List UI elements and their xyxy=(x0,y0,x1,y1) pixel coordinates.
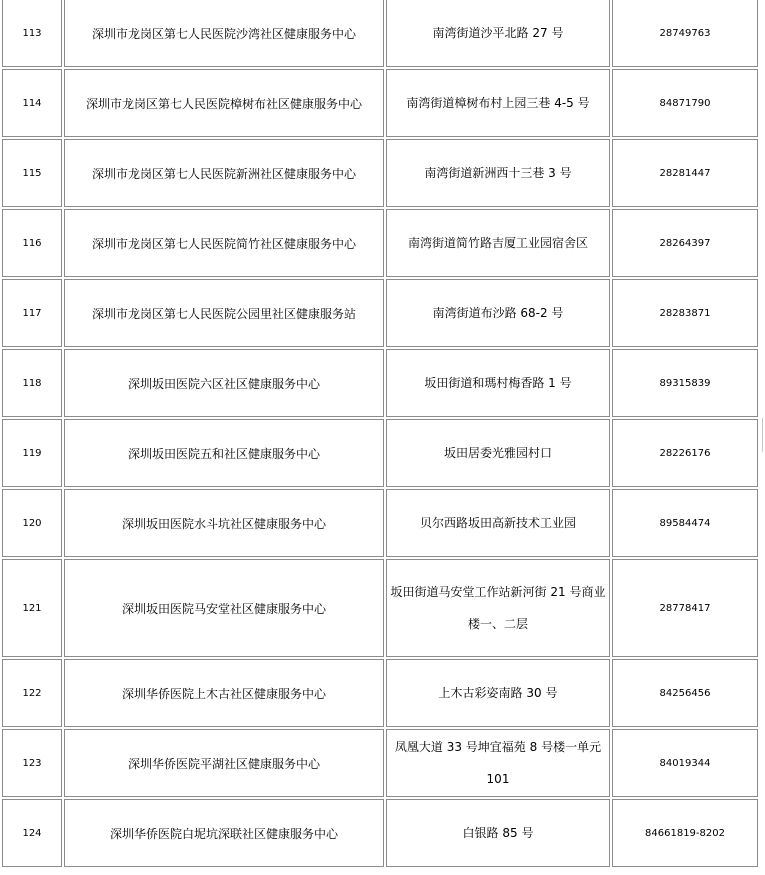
center-name: 深圳华侨医院上木古社区健康服务中心 xyxy=(64,659,384,727)
center-name: 深圳市龙岗区第七人民医院简竹社区健康服务中心 xyxy=(64,209,384,277)
center-phone: 89584474 xyxy=(612,489,758,557)
center-phone: 84256456 xyxy=(612,659,758,727)
center-name: 深圳华侨医院白坭坑深联社区健康服务中心 xyxy=(64,799,384,867)
table-row xyxy=(2,69,758,137)
table-row xyxy=(2,729,758,797)
center-phone: 28281447 xyxy=(612,139,758,207)
row-number: 122 xyxy=(2,659,62,727)
center-name: 深圳坂田医院马安堂社区健康服务中心 xyxy=(64,559,384,657)
center-address: 凤凰大道 33 号坤宜福苑 8 号楼一单元 101 xyxy=(386,729,610,797)
table-row xyxy=(2,489,758,557)
center-name: 深圳市龙岗区第七人民医院樟树布社区健康服务中心 xyxy=(64,69,384,137)
center-address: 南湾街道新洲西十三巷 3 号 xyxy=(386,139,610,207)
center-address: 南湾街道樟树布村上园三巷 4-5 号 xyxy=(386,69,610,137)
center-phone: 84871790 xyxy=(612,69,758,137)
table-row xyxy=(2,209,758,277)
center-name: 深圳坂田医院六区社区健康服务中心 xyxy=(64,349,384,417)
row-number: 118 xyxy=(2,349,62,417)
center-address: 坂田居委光雅园村口 xyxy=(386,419,610,487)
center-phone: 28226176 xyxy=(612,419,758,487)
center-address: 坂田街道和瑪村梅香路 1 号 xyxy=(386,349,610,417)
row-number: 115 xyxy=(2,139,62,207)
center-phone: 28778417 xyxy=(612,559,758,657)
center-address: 南湾街道布沙路 68-2 号 xyxy=(386,279,610,347)
center-address: 南湾街道简竹路吉厦工业园宿舍区 xyxy=(386,209,610,277)
center-address: 南湾街道沙平北路 27 号 xyxy=(386,0,610,67)
row-number: 116 xyxy=(2,209,62,277)
row-number: 113 xyxy=(2,0,62,67)
center-name: 深圳坂田医院水斗坑社区健康服务中心 xyxy=(64,489,384,557)
center-address: 白银路 85 号 xyxy=(386,799,610,867)
center-name: 深圳市龙岗区第七人民医院公园里社区健康服务站 xyxy=(64,279,384,347)
table-row xyxy=(2,279,758,347)
center-phone: 28749763 xyxy=(612,0,758,67)
center-name: 深圳坂田医院五和社区健康服务中心 xyxy=(64,419,384,487)
table-row xyxy=(2,659,758,727)
table-row xyxy=(2,349,758,417)
table-row xyxy=(2,139,758,207)
table-row xyxy=(2,0,758,67)
row-number: 121 xyxy=(2,559,62,657)
row-number: 117 xyxy=(2,279,62,347)
center-address: 上木古彩姿南路 30 号 xyxy=(386,659,610,727)
center-phone: 89315839 xyxy=(612,349,758,417)
center-name: 深圳市龙岗区第七人民医院沙湾社区健康服务中心 xyxy=(64,0,384,67)
table-row xyxy=(2,799,758,867)
center-phone: 28283871 xyxy=(612,279,758,347)
row-number: 114 xyxy=(2,69,62,137)
center-name: 深圳市龙岗区第七人民医院新洲社区健康服务中心 xyxy=(64,139,384,207)
table-row xyxy=(2,419,758,487)
row-number: 124 xyxy=(2,799,62,867)
center-address: 坂田街道马安堂工作站新河街 21 号商业楼一、二层 xyxy=(386,559,610,657)
center-name: 深圳华侨医院平湖社区健康服务中心 xyxy=(64,729,384,797)
row-number: 120 xyxy=(2,489,62,557)
row-number: 123 xyxy=(2,729,62,797)
center-phone: 28264397 xyxy=(612,209,758,277)
center-phone: 84019344 xyxy=(612,729,758,797)
table-row xyxy=(2,559,758,657)
row-number: 119 xyxy=(2,419,62,487)
center-phone: 84661819-8202 xyxy=(612,799,758,867)
center-address: 贝尔西路坂田高新技术工业园 xyxy=(386,489,610,557)
